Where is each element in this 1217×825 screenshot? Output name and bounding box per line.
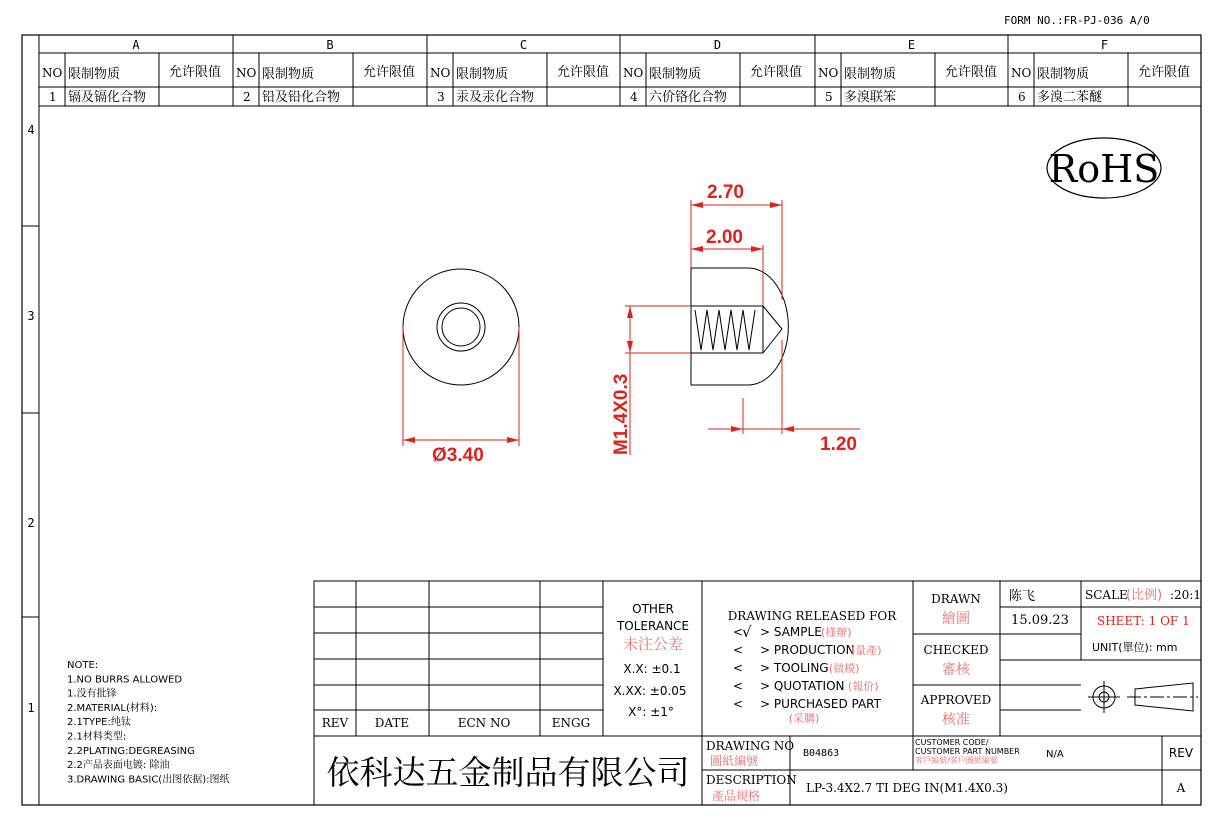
- release-list: [733, 623, 882, 711]
- tolerance-xx: X.X: ±0.1: [623, 662, 681, 676]
- zone-column-labels: [132, 35, 1108, 53]
- substance-header-no: NO: [430, 66, 451, 80]
- release-item-prefix: <: [733, 625, 744, 639]
- substance-header-no: NO: [1011, 66, 1032, 80]
- substance-header-no: NO: [623, 66, 644, 80]
- date-header: DATE: [374, 716, 410, 730]
- thread-length-dimension: 2.00: [706, 227, 743, 248]
- hole-outer-circle: [437, 303, 485, 351]
- arrow-right: [507, 437, 519, 443]
- substance-header-name: 限制物质: [1037, 67, 1090, 82]
- substance-row-name: 铅及铅化合物: [262, 90, 341, 105]
- substance-row-no: 2: [243, 90, 251, 104]
- checked-label: CHECKED: [923, 643, 989, 657]
- ecn-header: ECN NO: [457, 716, 511, 730]
- length-dimension: 2.70: [707, 182, 744, 203]
- substance-row-no: 4: [630, 90, 638, 104]
- release-item-prefix: <: [733, 697, 744, 711]
- scale-value: :20:1: [1170, 588, 1201, 602]
- substance-header-limit: 允许限值: [1137, 65, 1191, 80]
- form-number: FORM NO.:FR-PJ-036 A/0: [1004, 14, 1150, 27]
- arrow-thread-top: [627, 306, 633, 318]
- sheet-count: SHEET: 1 OF 1: [1097, 614, 1190, 628]
- substance-row-no: 3: [437, 90, 445, 104]
- note-line: 2.1TYPE:纯钛: [67, 717, 131, 729]
- customer-code-label-cn: 客戶編號/客戶圖紙編號: [915, 756, 998, 765]
- title-block: [314, 581, 1201, 805]
- drill-tip-bottom: [763, 329, 782, 353]
- release-item-label: > QUOTATION: [760, 679, 845, 693]
- substance-row-no: 6: [1018, 90, 1026, 104]
- tolerance-xxx: X.XX: ±0.05: [613, 684, 687, 698]
- scale-label-cn: (比例): [1126, 588, 1163, 603]
- drawing-no-label: DRAWING NO: [706, 739, 795, 753]
- zone-column-label: D: [713, 38, 722, 52]
- release-item-label: > PRODUCTION: [760, 643, 855, 657]
- substance-header-name: 限制物质: [262, 67, 315, 82]
- substance-row-no: 5: [825, 90, 833, 104]
- substance-table: [39, 53, 1201, 106]
- description-value: LP-3.4X2.7 TI DEG IN(M1.4X0.3): [806, 781, 1008, 795]
- release-item-cn: (量產): [851, 644, 882, 657]
- zone-row-label: 1: [27, 701, 35, 715]
- rev-value: A: [1176, 781, 1186, 795]
- tolerance-title-2: TOLERANCE: [616, 619, 690, 633]
- arrow-120-right: [782, 426, 794, 432]
- company-name: 依科达五金制品有限公司: [326, 753, 690, 792]
- substance-row-name: 多溴联笨: [844, 90, 897, 105]
- diameter-dimension: Ø3.40: [432, 445, 484, 466]
- substance-header-limit: 允许限值: [168, 65, 222, 80]
- zone-column-label: E: [907, 38, 916, 52]
- side-profile: [691, 268, 788, 385]
- projection-symbol-icon: [1088, 681, 1198, 713]
- arrow-thread-bottom: [627, 341, 633, 353]
- note-line: 2.MATERIAL(材料):: [67, 702, 158, 714]
- drawn-by: 陈飞: [1009, 589, 1036, 604]
- substance-row-name: 六价铬化合物: [649, 90, 728, 105]
- checked-label-cn: 審核: [942, 662, 970, 678]
- substance-header-no: NO: [42, 66, 63, 80]
- zone-column-label: A: [132, 38, 140, 52]
- outer-circle: [403, 269, 519, 385]
- arrow-200-right: [751, 246, 763, 252]
- substance-header-limit: 允许限值: [362, 65, 416, 80]
- note-line: 3.DRAWING BASIC(出图依据):图纸: [67, 774, 230, 786]
- engg-header: ENGG: [551, 716, 591, 730]
- release-item-label: > PURCHASED PART: [760, 697, 881, 711]
- zone-row-label: 3: [27, 309, 35, 323]
- note-line: 2.2PLATING:DEGREASING: [67, 745, 195, 757]
- zone-column-label: C: [519, 38, 528, 52]
- tolerance-title-1: OTHER: [632, 602, 674, 616]
- note-line: NOTE:: [67, 660, 99, 671]
- drawn-label: DRAWN: [931, 592, 981, 606]
- check-mark-icon: √: [742, 623, 752, 641]
- arrow-120-left: [731, 426, 743, 432]
- rohs-mark: RoHS: [1048, 147, 1160, 191]
- approved-label-cn: 核准: [942, 712, 970, 728]
- zone-column-label: B: [326, 38, 334, 52]
- release-item-prefix: <: [733, 679, 744, 693]
- drawing-no-label-cn: 圖紙編號: [710, 754, 759, 768]
- zone-row-label: 4: [27, 123, 35, 137]
- arrow-left: [403, 437, 415, 443]
- release-item-cn: (做模): [829, 662, 860, 675]
- substance-header-limit: 允许限值: [944, 65, 998, 80]
- hole-inner-circle: [442, 308, 480, 346]
- scale-label: SCALE: [1085, 588, 1128, 602]
- release-item-label: > TOOLING: [760, 661, 829, 675]
- rev-label: REV: [1168, 746, 1194, 760]
- rev-header: REV: [321, 716, 349, 730]
- tolerance-angle: X°: ±1°: [628, 705, 674, 719]
- release-purchased-cn: (采購): [788, 712, 820, 725]
- substance-header-name: 限制物质: [456, 67, 509, 82]
- release-item-cn: (様辦): [821, 626, 852, 639]
- drawing-number: B04863: [803, 748, 840, 759]
- approved-label: APPROVED: [920, 693, 992, 707]
- note-line: 1.没有批锋: [67, 688, 117, 700]
- zone-column-label: F: [1100, 38, 1109, 52]
- release-item-cn: (報价): [848, 680, 879, 693]
- description-label-cn: 產品規格: [712, 789, 761, 803]
- side-view: [611, 182, 860, 455]
- customer-code-label-1: CUSTOMER CODE/: [915, 738, 989, 747]
- arrow-270-right: [770, 202, 782, 208]
- note-line: 2.1材料类型:: [67, 731, 127, 743]
- customer-code-label-2: CUSTOMER PART NUMBER: [915, 747, 1020, 756]
- substance-row-no: 1: [49, 90, 57, 104]
- tip-length-dimension: 1.20: [820, 434, 857, 455]
- customer-code-value: N/A: [1046, 749, 1064, 760]
- substance-header-name: 限制物质: [68, 67, 121, 82]
- thread-spec-dimension: M1.4X0.3: [611, 373, 632, 455]
- substance-header-no: NO: [236, 66, 257, 80]
- substance-header-limit: 允许限值: [749, 65, 803, 80]
- notes-block: [67, 660, 229, 785]
- release-item-prefix: <: [733, 643, 744, 657]
- tolerance-title-cn: 未注公差: [622, 635, 684, 653]
- description-label: DESCRIPTION: [706, 773, 797, 787]
- note-line: 1.NO BURRS ALLOWED: [67, 674, 183, 686]
- front-view: [403, 269, 519, 466]
- arrow-200-left: [691, 246, 703, 252]
- substance-row-name: 镉及镉化合物: [68, 90, 147, 105]
- release-item-prefix: <: [733, 661, 744, 675]
- drawn-date: 15.09.23: [1011, 613, 1069, 628]
- thread-zigzag: [695, 310, 755, 350]
- substance-row-name: 多溴二苯醚: [1037, 90, 1103, 105]
- substance-header-limit: 允许限值: [556, 65, 610, 80]
- unit-label: UNIT(單位): mm: [1092, 641, 1178, 654]
- substance-header-no: NO: [818, 66, 839, 80]
- substance-row-name: 汞及汞化合物: [456, 90, 535, 105]
- note-line: 2.2产品表面电镀: 除油: [67, 760, 170, 772]
- arrow-270-left: [691, 202, 703, 208]
- release-title: DRAWING RELEASED FOR: [727, 609, 897, 623]
- drawn-label-cn: 繪圖: [942, 611, 970, 627]
- substance-header-name: 限制物质: [844, 67, 897, 82]
- zone-row-labels: [22, 123, 39, 715]
- zone-row-label: 2: [27, 516, 35, 530]
- drill-tip-top: [763, 306, 782, 329]
- substance-header-name: 限制物质: [649, 67, 702, 82]
- release-item-label: > SAMPLE: [760, 625, 822, 639]
